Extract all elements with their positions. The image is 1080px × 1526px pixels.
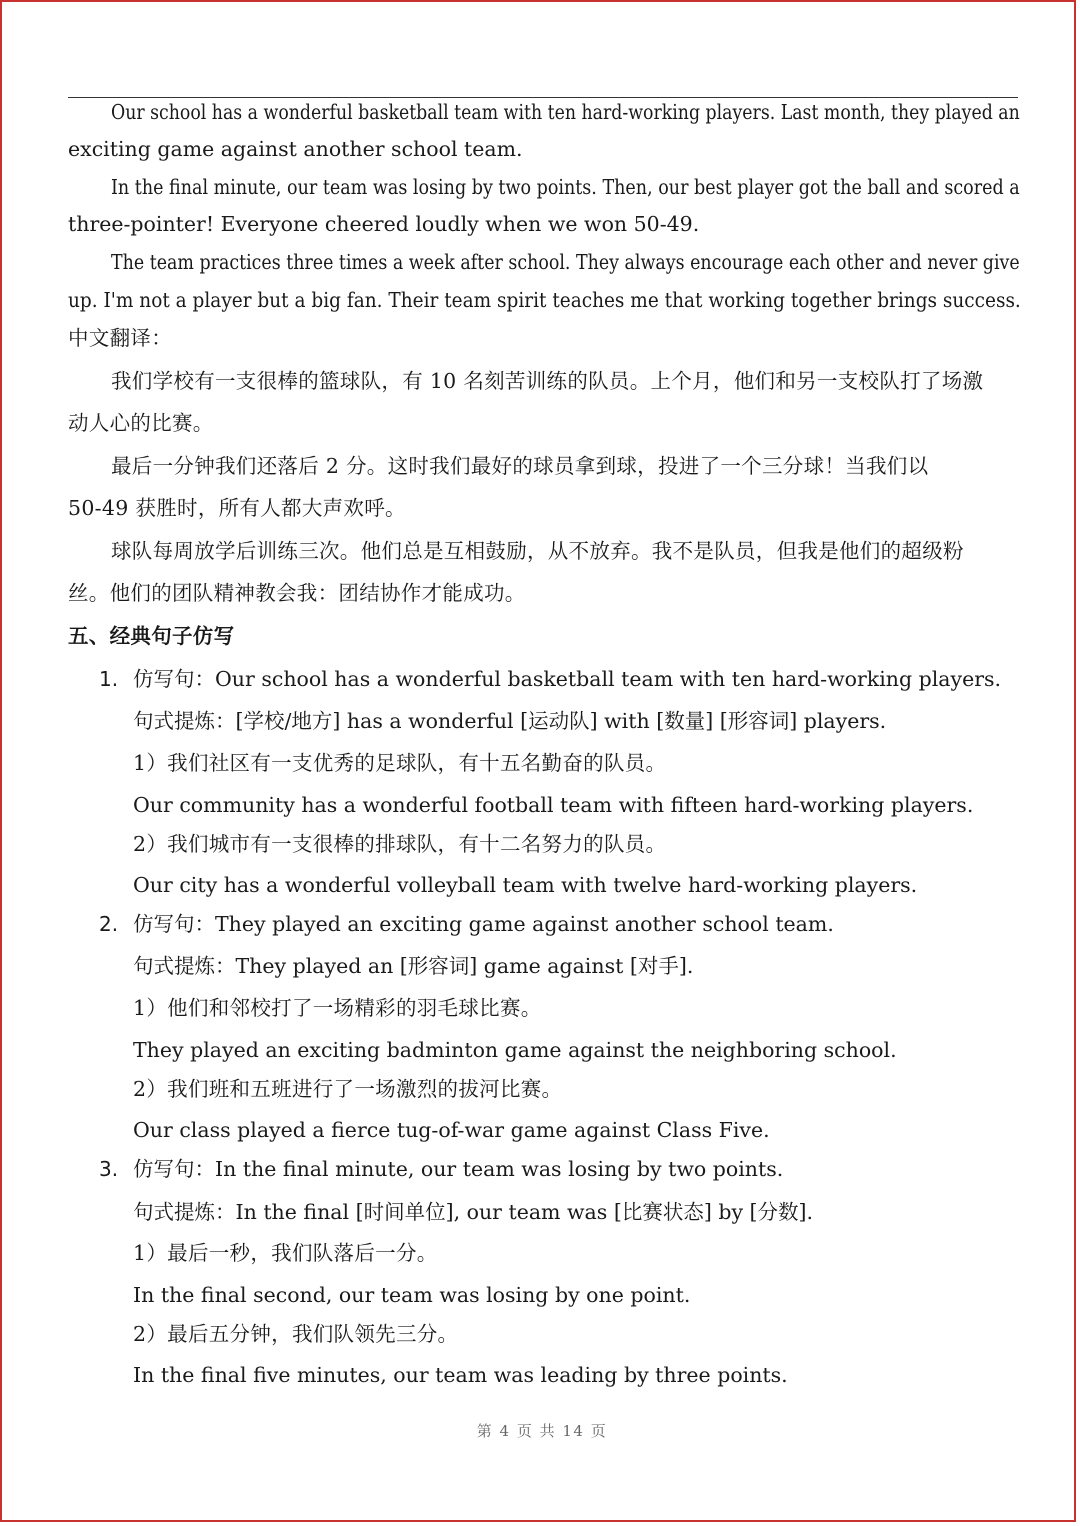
item-number: 2. — [99, 912, 119, 936]
passage-line: exciting game against another school team. — [68, 137, 523, 161]
model-sentence: 仿写句：In the final minute, our team was losing by two points. — [133, 1157, 784, 1181]
item-number: 3. — [99, 1157, 119, 1181]
example-english: Our community has a wonderful football team with fifteen hard-working players. — [133, 793, 974, 817]
example-english: In the final five minutes, our team was leading by three points. — [133, 1363, 788, 1387]
translation-line: 球队每周放学后训练三次。他们总是互相鼓励，从不放弃。我不是队员，但我是他们的超级粉 — [111, 539, 964, 563]
example-english: They played an exciting badminton game against the neighboring school. — [133, 1038, 897, 1062]
example-chinese: 2）最后五分钟，我们队领先三分。 — [133, 1322, 459, 1346]
translation-line: 我们学校有一支很棒的篮球队，有 10 名刻苦训练的队员。上个月，他们和另一支校队打了场激 — [111, 369, 984, 393]
example-english: In the final second, our team was losing by one point. — [133, 1283, 691, 1307]
translation-line: 最后一分钟我们还落后 2 分。这时我们最好的球员拿到球，投进了一个三分球！当我们以 — [111, 454, 929, 478]
translation-line: 丝。他们的团队精神教会我：团结协作才能成功。 — [68, 581, 526, 605]
translation-label: 中文翻译： — [68, 326, 172, 350]
sentence-pattern: 句式提炼：[学校/地方] has a wonderful [运动队] with [数量] [形容词] players. — [133, 709, 887, 733]
example-english: Our city has a wonderful volleyball team with twelve hard-working players. — [133, 873, 918, 897]
passage-line: three-pointer! Everyone cheered loudly when we won 50-49. — [68, 212, 700, 236]
example-chinese: 1）他们和邻校打了一场精彩的羽毛球比赛。 — [133, 996, 542, 1020]
passage-line: The team practices three times a week after school. They always encourage each other and never give — [111, 250, 1020, 274]
example-chinese: 2）我们班和五班进行了一场激烈的拔河比赛。 — [133, 1077, 563, 1101]
sentence-pattern: 句式提炼：They played an [形容词] game against [对手]. — [133, 954, 694, 978]
sentence-pattern: 句式提炼：In the final [时间单位], our team was [比赛状态] by [分数]. — [133, 1200, 814, 1224]
passage-line: up. I'm not a player but a big fan. Their team spirit teaches me that working together brings success. — [68, 288, 1021, 312]
example-chinese: 2）我们城市有一支很棒的排球队，有十二名努力的队员。 — [133, 832, 667, 856]
translation-line: 动人心的比赛。 — [68, 411, 214, 435]
section-title: 五、经典句子仿写 — [68, 624, 235, 648]
example-english: Our class played a fierce tug-of-war game against Class Five. — [133, 1118, 770, 1142]
translation-line: 50-49 获胜时，所有人都大声欢呼。 — [68, 496, 406, 520]
model-sentence: 仿写句：Our school has a wonderful basketball team with ten hard-working players. — [133, 667, 1002, 691]
example-chinese: 1）最后一秒，我们队落后一分。 — [133, 1241, 438, 1265]
passage-line: Our school has a wonderful basketball team with ten hard-working players. Last month, they played an — [111, 100, 1020, 124]
example-chinese: 1）我们社区有一支优秀的足球队，有十五名勤奋的队员。 — [133, 751, 667, 775]
page-number: 第 4 页 共 14 页 — [476, 1422, 608, 1440]
passage-line: In the final minute, our team was losing by two points. Then, our best player got the ball and scored a — [111, 175, 1020, 199]
model-sentence: 仿写句：They played an exciting game against another school team. — [133, 912, 834, 936]
item-number: 1. — [99, 667, 119, 691]
